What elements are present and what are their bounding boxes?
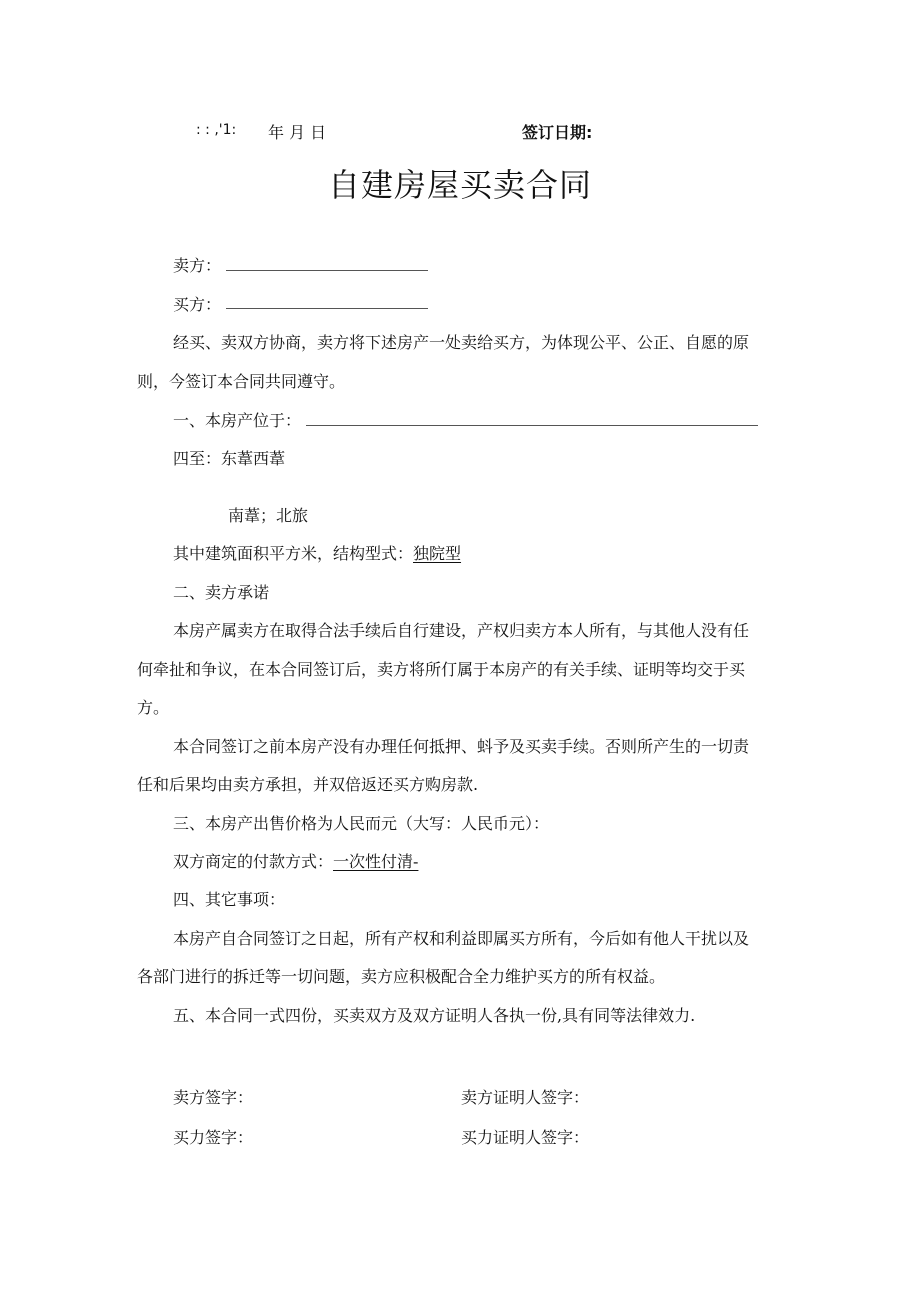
boundaries-line-1: 四至：东葦西葦 bbox=[173, 449, 286, 468]
buyer-witness-signature-label: 买力证明人签字： bbox=[461, 1128, 590, 1147]
buyer-blank bbox=[226, 308, 428, 309]
intro-line-1: 经买、卖双方协商，卖方将下述房产一处卖给买方，为体现公平、公正、自愿的原 bbox=[173, 333, 750, 352]
section-2-para-1-line-3: 方。 bbox=[137, 698, 170, 717]
document-title: 自建房屋买卖合同 bbox=[327, 166, 592, 204]
area-structure-line bbox=[173, 541, 461, 564]
payment-line bbox=[173, 849, 418, 872]
section-2-para-1-line-2: 何牵扯和争议，在本合同签订后，卖方将所仃属于本房产的有关手续、证明等均交于买 bbox=[137, 660, 746, 679]
section-2-para-1-line-1: 本房产属卖方在取得合法手续后自行建设，产权归卖方本人所有，与其他人没有任 bbox=[173, 621, 750, 640]
section-4-title: 四、其它事项： bbox=[173, 890, 286, 909]
sign-date-label: 签订日期: bbox=[522, 123, 593, 142]
section-2-title: 二、卖方承诺 bbox=[173, 583, 270, 602]
section-5: 五、本合同一式四份，买卖双方及双方证明人各执一份,具有同等法律效力. bbox=[173, 1006, 696, 1025]
location-blank bbox=[306, 425, 758, 426]
structure-type: 独院型 bbox=[413, 544, 462, 563]
area-prefix: 其中建筑面积平方米，结构型式： bbox=[173, 544, 414, 563]
header-code: : : ,'1: bbox=[196, 122, 237, 138]
buyer-label: 买方： bbox=[173, 295, 222, 314]
section-4-para-line-1: 本房产自合同签订之日起，所有产权和利益即属买方所有，今后如有他人干扰以及 bbox=[173, 929, 750, 948]
buyer-signature-label: 买力签字： bbox=[173, 1128, 254, 1147]
section-2-para-2-line-2: 任和后果均由卖方承担，并双倍返还买方购房款. bbox=[137, 775, 479, 794]
seller-label: 卖方： bbox=[173, 256, 222, 275]
section-2-para-2-line-1: 本合同签订之前本房产没有办理任何抵押、蚪予及买卖手续。否则所产生的一切责 bbox=[173, 737, 750, 756]
seller-blank bbox=[226, 270, 428, 271]
boundaries-line-2: 南葦；北旅 bbox=[228, 506, 309, 525]
payment-prefix: 双方商定的付款方式： bbox=[173, 852, 334, 871]
section-4-para-line-2: 各部门进行的拆迁等一切问题，卖方应积极配合全力维护买方的所有权益。 bbox=[137, 967, 666, 986]
seller-signature-label: 卖方签字： bbox=[173, 1088, 254, 1107]
section-3-price: 三、本房产出售价格为人民而元（大写：人民币元）： bbox=[173, 814, 550, 833]
payment-method: 一次性付清- bbox=[333, 852, 419, 871]
intro-line-2: 则，今签订本合同共同遵守。 bbox=[137, 372, 346, 391]
header-date-ymd: 年 月 日 bbox=[268, 123, 327, 142]
seller-witness-signature-label: 卖方证明人签字： bbox=[461, 1088, 590, 1107]
section-1-location: 一、本房产位于： bbox=[173, 411, 302, 430]
